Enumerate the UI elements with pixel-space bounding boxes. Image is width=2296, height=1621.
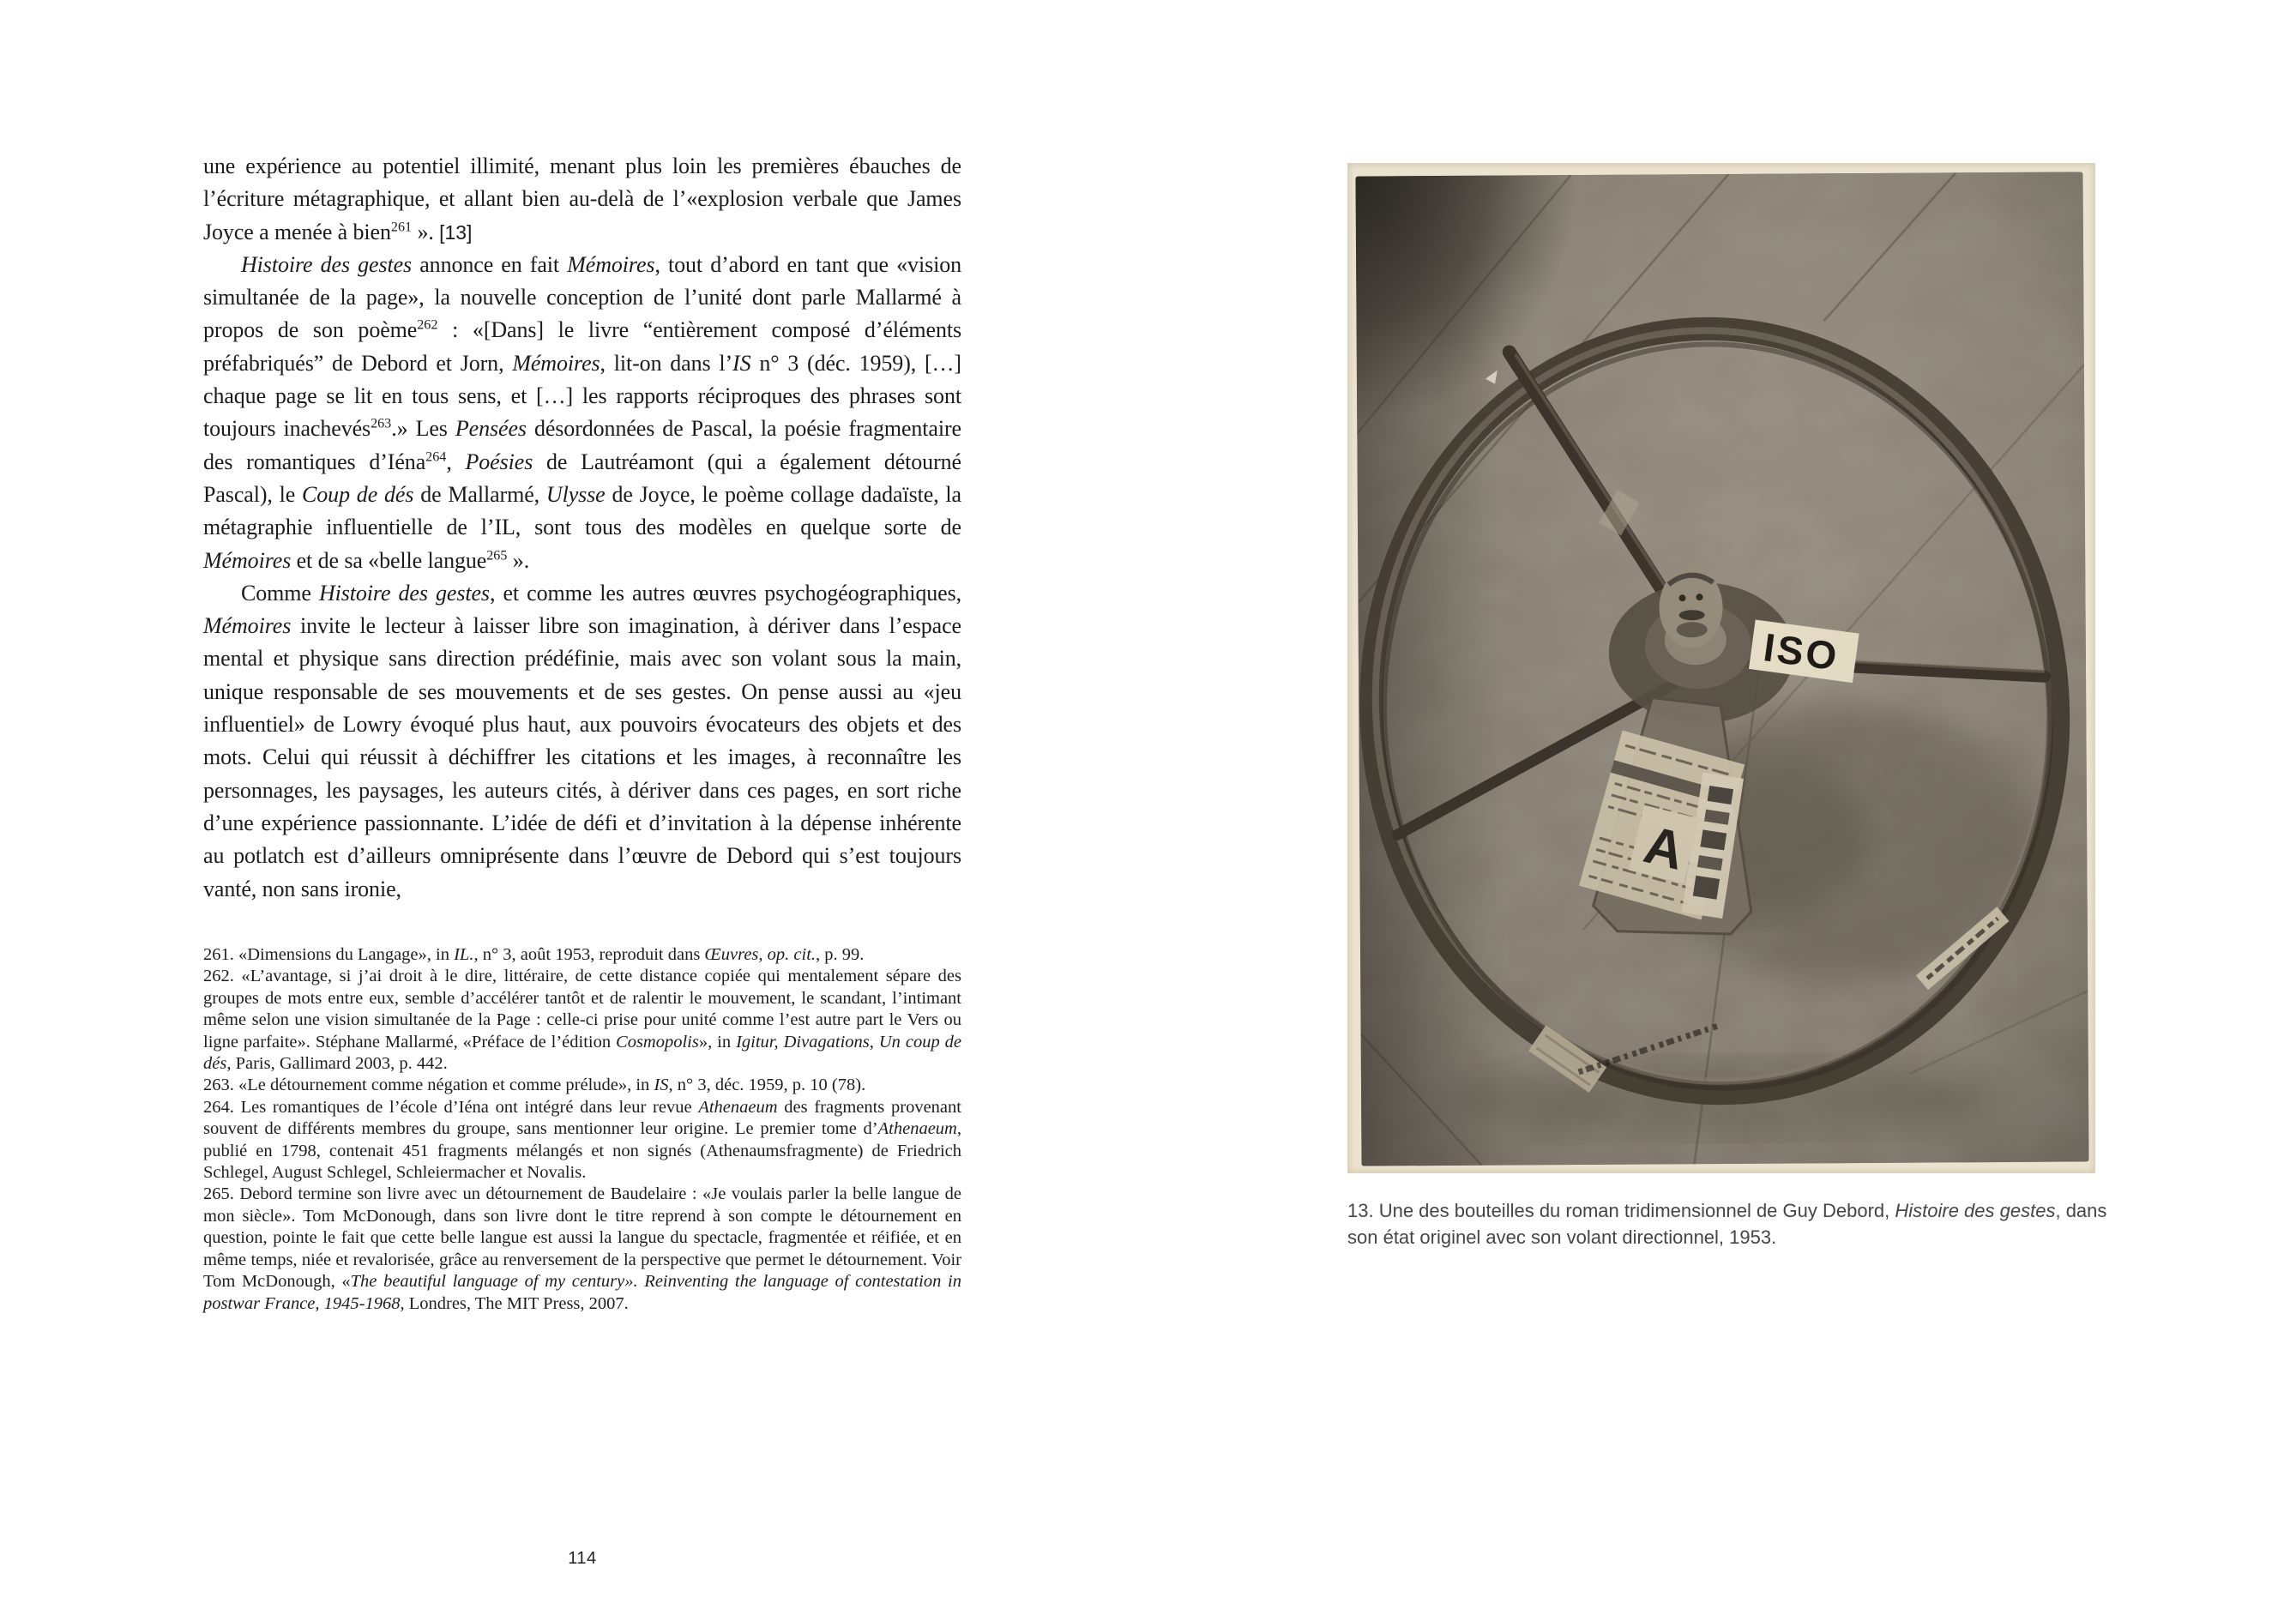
text-segment: , lit-on dans l’ [600, 350, 733, 376]
text-segment: Mémoires [203, 547, 292, 573]
text-segment: », in [698, 1032, 737, 1052]
text-segment: Ulysse [545, 481, 606, 507]
text-segment: : «[Dans] le livre “entièrement composé d’éléments préfabriqués” de Debord et Jorn, [203, 317, 961, 376]
text-segment: , et comme les autres œuvres psychogéographiques, [489, 580, 961, 606]
text-segment: 261. «Dimensions du Langage», in [203, 945, 455, 964]
footnote-item [203, 944, 961, 966]
text-segment: Pensées [455, 416, 527, 442]
figure-reference: [13] [439, 220, 473, 244]
text-segment: de Mallarmé, [413, 481, 546, 507]
text-segment: , p. 99. [816, 945, 865, 964]
text-segment: Mémoires [567, 251, 655, 277]
footnote-reference: 265 [486, 547, 508, 563]
text-segment: Cosmopolis [616, 1032, 699, 1052]
text-segment: 262. «L’avantage, si j’ai droit à le dire, littéraire, de cette distance copiée qui mentalement sépare des groupes de mots entre eux, semble d’accélérer tantôt et de ralentir le mouvement, le scandant, l’intimant même selon une vision simultanée de la Page : celle-ci prise pour unité comme l’est autre part le Vers ou ligne parfaite». Stéphane Mallarmé, «Préface de l’édition [203, 967, 961, 1052]
text-segment: et de sa «belle langue [291, 547, 487, 573]
text-segment: annonce en fait [412, 251, 568, 277]
text-segment: ». [412, 219, 440, 244]
footnote-reference: 261 [390, 219, 413, 234]
text-segment: Athenaeum [877, 1119, 957, 1139]
text-segment: 263. «Le détournement comme négation et comme prélude», in [203, 1076, 654, 1095]
footnote-item [203, 1184, 961, 1314]
text-segment: , Londres, The MIT Press, 2007. [400, 1293, 629, 1313]
text-segment: Mémoires [203, 613, 292, 639]
text-segment: .» Les [391, 416, 455, 442]
text-segment: IS [654, 1076, 669, 1095]
text-segment: , [446, 449, 466, 474]
text-segment: de Joyce, le poème collage dadaïste, la métagraphie influentielle de l’IL, sont tous des modèles en quelque sorte de [203, 481, 961, 540]
body-paragraph [203, 150, 961, 249]
page-number: 114 [568, 1549, 597, 1568]
text-segment: Histoire des gestes [318, 580, 490, 606]
text-segment: , dans son état originel avec son volant directionnel, 1953. [1347, 1200, 2107, 1248]
text-segment: , n° 3, août 1953, reproduit dans [473, 945, 705, 964]
footnote-reference: 262 [417, 317, 438, 333]
text-segment: , tout d’abord en tant que «vision simultanée de la page», la nouvelle conception de l’unité dont parle Mallarmé à propos de son poème [203, 251, 962, 343]
text-segment: The beautiful language of my century». Reinventing the language of contestation in postwar France, 1945-1968 [203, 1272, 961, 1313]
text-segment: Œuvres, op. cit. [704, 945, 817, 964]
text-segment: Athenaeum [698, 1097, 778, 1117]
footnote-reference: 263 [371, 416, 392, 431]
footnote-item [203, 1097, 961, 1184]
figure-photo [1355, 172, 2088, 1166]
footnote-item [203, 966, 961, 1075]
text-segment: 264. Les romantiques de l’école d’Iéna ont intégré dans leur revue [203, 1097, 699, 1117]
text-segment: IL. [454, 945, 474, 964]
text-segment: 13. Une des bouteilles du roman tridimensionnel de Guy Debord, [1347, 1200, 1895, 1221]
text-segment: , publié en 1798, contenait 451 fragments mélangés et non signés (Athenaumsfragmente) de Friedrich Schlegel, August Schlegel, Schleiermacher et Novalis. [203, 1119, 961, 1183]
text-segment: de Lautréamont (qui a également détourné Pascal), le [203, 449, 961, 507]
text-segment: Histoire des gestes [241, 251, 413, 277]
text-segment: désordonnées de Pascal, la poésie fragmentaire des romantiques d’Iéna [203, 416, 961, 474]
text-segment: Igitur, Divagations, Un coup de dés [203, 1032, 961, 1074]
text-segment: invite le lecteur à laisser libre son imagination, à dériver dans l’espace mental et physique sans direction prédéfinie, mais avec son volant sous la main, unique responsable de ses mouvements et de ses gestes. On pense aussi au «jeu influentiel» de Lowry évoqué plus haut, aux pouvoirs évocateurs des objets et des mots. Celui qui réussit à déchiffrer les citations et les images, à reconnaître les personnages, les paysages, les auteurs cités, à dériver dans ces pages, en sort riche d’une expérience passionnante. L’idée de défi et d’invitation à la dépense inhérente au potlatch est d’ailleurs omniprésente dans l’œuvre de Debord qui s’est toujours vanté, non sans ironie, [203, 613, 961, 901]
text-segment: IS [732, 350, 751, 376]
text-segment: n° 3 (déc. 1959), […] chaque page se lit en tous sens, et […] les rapports réciproques des phrases sont toujours inachevés [203, 350, 961, 442]
body-paragraph [203, 249, 961, 577]
text-segment: Coup de dés [302, 481, 414, 507]
footnote-reference: 264 [425, 449, 447, 465]
body-text-column [203, 150, 961, 906]
text-segment: ». [507, 547, 530, 573]
text-segment: Histoire des gestes [1895, 1200, 2056, 1221]
text-segment: , n° 3, déc. 1959, p. 10 (78). [668, 1076, 866, 1095]
text-segment: Comme [241, 580, 319, 606]
text-segment: des fragments provenant souvent de différents membres du groupe, sans mentionner leur origine. Le premier tome d’ [203, 1097, 961, 1139]
photo-print [1347, 163, 2095, 1173]
text-segment: Mémoires [512, 350, 600, 376]
text-segment: 265. Debord termine son livre avec un détournement de Baudelaire : «Je voulais parler la belle langue de mon siècle». Tom McDonough, dans son livre dont le titre reprend à son compte le détournement en question, pointe le fait que cette belle langue est aussi la langue du spectacle, fragmentée et réifiée, et en même temps, niée et revalorisée, grâce au renversement de la perspective que permet le détournement. Voir Tom McDonough, « [203, 1184, 961, 1292]
body-paragraph [203, 577, 961, 906]
text-segment: , Paris, Gallimard 2003, p. 442. [226, 1054, 448, 1074]
text-segment: Poésies [465, 449, 533, 474]
text-segment: une expérience au potentiel illimité, menant plus loin les premières ébauches de l’écriture métagraphique, et allant bien au-delà de l’«explosion verbale que James Joyce a menée à bien [203, 154, 961, 244]
footnotes-block [203, 944, 961, 1315]
footnote-item [203, 1075, 961, 1096]
figure-caption [1347, 1197, 2107, 1250]
steering-wheel-photo-illustration [1355, 172, 2088, 1166]
